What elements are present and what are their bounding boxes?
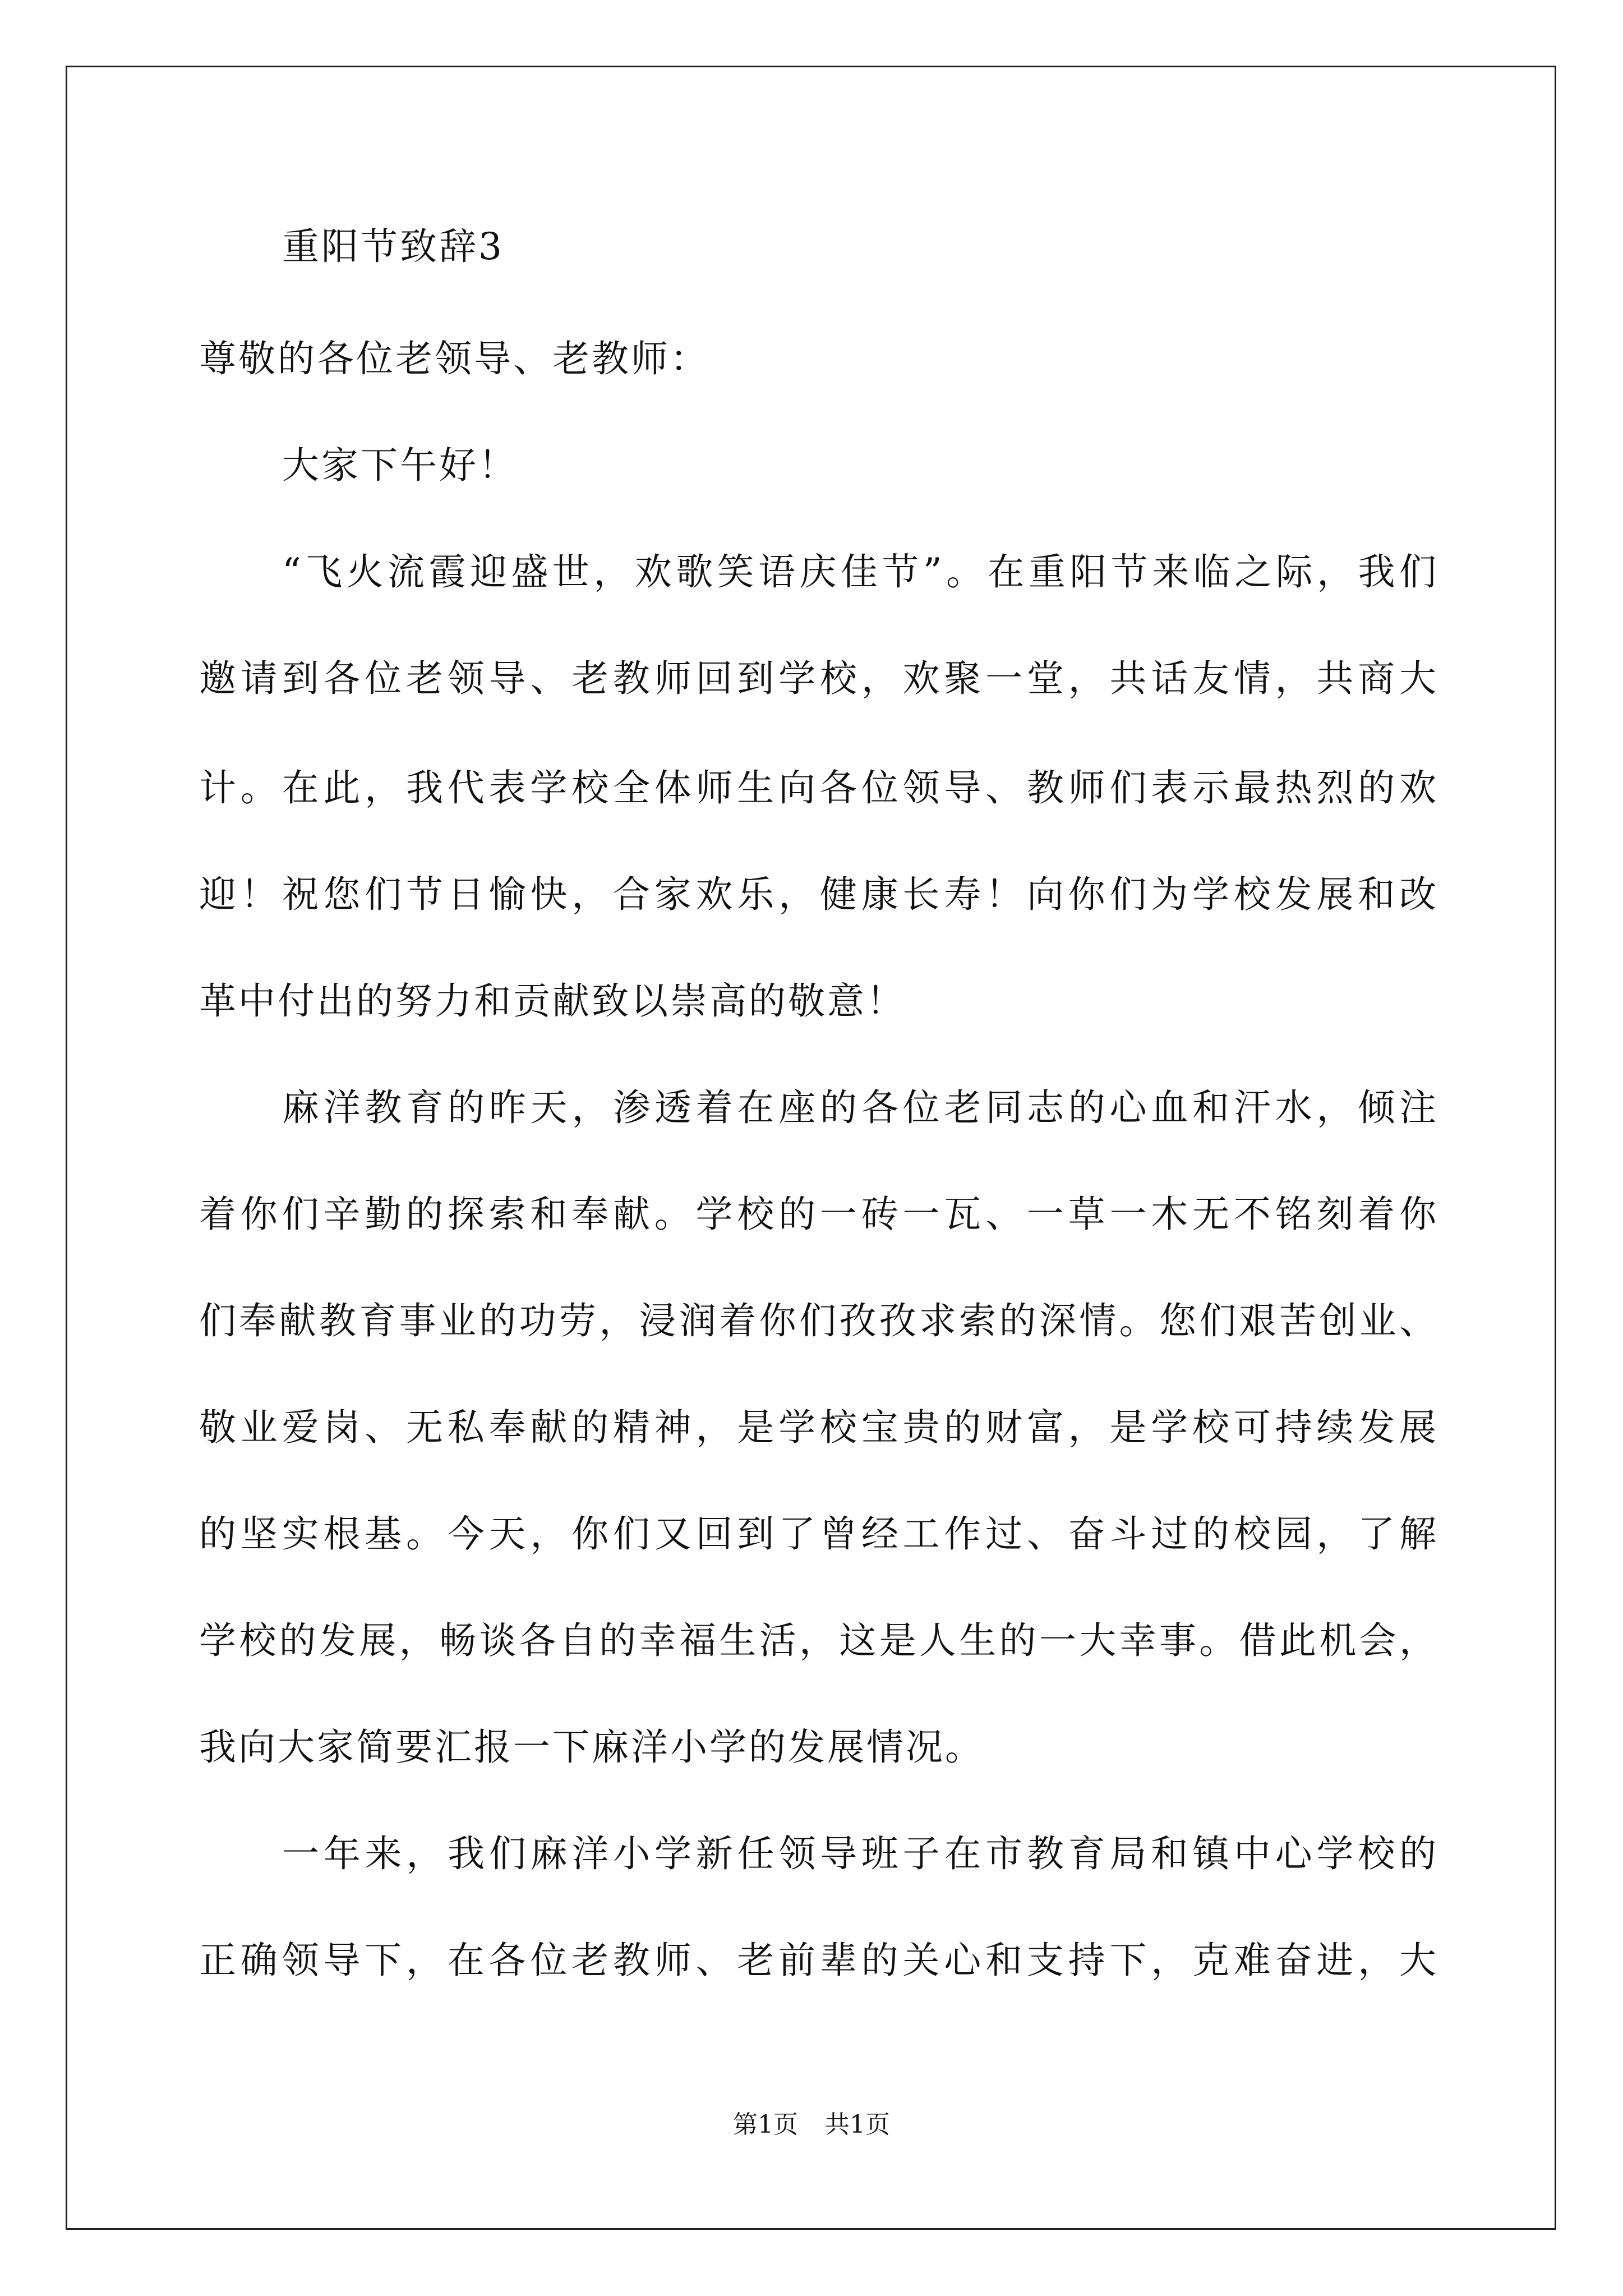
page-border	[66, 66, 1556, 2230]
paragraph-1-line-3: 计。在此，我代表学校全体师生向各位领导、教师们表示最热烈的欢	[199, 766, 1436, 809]
paragraph-2-line-7: 我向大家简要汇报一下麻洋小学的发展情况。	[199, 1726, 984, 1769]
paragraph-1-line-1: “飞火流霞迎盛世，欢歌笑语庆佳节”。在重阳节来临之际，我们	[282, 550, 1436, 593]
paragraph-1-line-2: 邀请到各位老领导、老教师回到学校，欢聚一堂，共话友情，共商大	[199, 657, 1436, 700]
paragraph-2-line-6: 学校的发展，畅谈各自的幸福生活，这是人生的一大幸事。借此机会，	[199, 1619, 1436, 1662]
document-title: 重阳节致辞3	[282, 225, 504, 268]
page-footer	[0, 2110, 1623, 2139]
greeting: 大家下午好！	[282, 444, 518, 487]
page-number-current: 第1页	[733, 2110, 798, 2139]
paragraph-1-line-5: 革中付出的努力和贡献致以崇高的敬意！	[199, 979, 906, 1023]
paragraph-1-line-4: 迎！祝您们节日愉快，合家欢乐，健康长寿！向你们为学校发展和改	[199, 873, 1436, 916]
salutation: 尊敬的各位老领导、老教师：	[199, 337, 709, 380]
page-number-total: 共1页	[825, 2110, 890, 2139]
paragraph-3-line-2: 正确领导下，在各位老教师、老前辈的关心和支持下，克难奋进，大	[199, 1939, 1436, 1982]
paragraph-2-line-3: 们奉献教育事业的功劳，浸润着你们孜孜求索的深情。您们艰苦创业、	[199, 1299, 1436, 1342]
paragraph-2-line-5: 的坚实根基。今天，你们又回到了曾经工作过、奋斗过的校园，了解	[199, 1512, 1436, 1556]
paragraph-2-line-1: 麻洋教育的昨天，渗透着在座的各位老同志的心血和汗水，倾注	[282, 1086, 1436, 1129]
paragraph-3-line-1: 一年来，我们麻洋小学新任领导班子在市教育局和镇中心学校的	[282, 1832, 1436, 1875]
paragraph-2-line-4: 敬业爱岗、无私奉献的精神，是学校宝贵的财富，是学校可持续发展	[199, 1406, 1436, 1449]
paragraph-2-line-2: 着你们辛勤的探索和奉献。学校的一砖一瓦、一草一木无不铭刻着你	[199, 1193, 1436, 1236]
